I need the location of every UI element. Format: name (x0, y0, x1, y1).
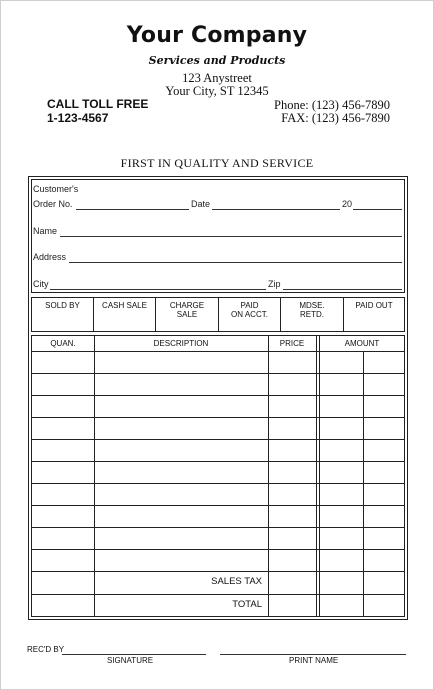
signature-line[interactable] (62, 654, 206, 655)
row-divider (32, 461, 404, 462)
toll-free-number: 1-123-4567 (47, 111, 109, 125)
sales-tax-label: SALES TAX (211, 576, 262, 587)
charge-sale-label: SALE (176, 310, 198, 319)
row-divider (32, 395, 404, 396)
recd-by-label: REC'D BY (27, 645, 65, 654)
cash-sale-cell[interactable] (94, 298, 156, 331)
row-divider (32, 373, 404, 374)
on-acct-label: ON ACCT. (231, 310, 268, 319)
company-name: Your Company (126, 23, 308, 48)
sold-by-label: SOLD BY (45, 301, 80, 310)
charge-label: CHARGE (169, 301, 205, 310)
sold-by-cell[interactable] (32, 298, 94, 331)
col-divider (316, 336, 317, 616)
sale-type-row (31, 297, 405, 332)
zip-label: Zip (268, 279, 281, 289)
toll-free-label: CALL TOLL FREE (47, 97, 149, 111)
row-divider (32, 571, 404, 572)
phone-number: Phone: (123) 456-7890 (274, 98, 390, 112)
address-field[interactable] (69, 262, 402, 263)
price-header: PRICE (279, 339, 305, 348)
order-no-label: Order No. (33, 199, 73, 209)
mdse-label: MDSE. (299, 301, 325, 310)
row-divider (32, 527, 404, 528)
row-divider (32, 417, 404, 418)
row-divider (32, 439, 404, 440)
slogan: FIRST IN QUALITY AND SERVICE (120, 156, 314, 170)
name-label: Name (33, 226, 58, 236)
print-name-label: PRINT NAME (289, 656, 339, 665)
amount-header: AMOUNT (344, 339, 380, 348)
col-divider (268, 336, 269, 616)
mdse-retd-cell[interactable] (281, 298, 344, 331)
name-field[interactable] (60, 236, 402, 237)
fax-number: FAX: (123) 456-7890 (281, 111, 390, 125)
charge-sale-cell[interactable] (156, 298, 219, 331)
row-divider (32, 594, 404, 595)
address-line-1: 123 Anystreet (182, 71, 252, 85)
address-line-2: Your City, ST 12345 (165, 84, 269, 98)
col-divider (319, 336, 320, 616)
row-divider (32, 505, 404, 506)
cash-sale-label: CASH SALE (102, 301, 147, 310)
year-field[interactable] (353, 209, 402, 210)
services-subtitle: Services and Products (148, 54, 286, 67)
description-header: DESCRIPTION (153, 339, 209, 348)
date-label: Date (191, 199, 211, 209)
zip-field[interactable] (283, 289, 402, 290)
paid-out-cell[interactable] (344, 298, 404, 331)
address-label: Address (33, 252, 67, 262)
row-divider (32, 351, 404, 352)
year-prefix: 20 (342, 199, 353, 209)
quan-header: QUAN. (50, 339, 76, 348)
customers-label: Customer's (33, 184, 79, 194)
city-field[interactable] (50, 289, 266, 290)
date-field[interactable] (212, 209, 340, 210)
order-no-field[interactable] (76, 209, 189, 210)
paid-out-label: PAID OUT (355, 301, 393, 310)
paid-on-acct-cell[interactable] (219, 298, 281, 331)
total-label: TOTAL (232, 599, 262, 610)
row-divider (32, 483, 404, 484)
city-label: City (33, 279, 49, 289)
items-table (31, 335, 405, 617)
print-name-line[interactable] (220, 654, 406, 655)
row-divider (32, 549, 404, 550)
paid-label: PAID (240, 301, 259, 310)
signature-label: SIGNATURE (107, 656, 154, 665)
retd-label: RETD. (300, 310, 324, 319)
col-divider (94, 336, 95, 616)
